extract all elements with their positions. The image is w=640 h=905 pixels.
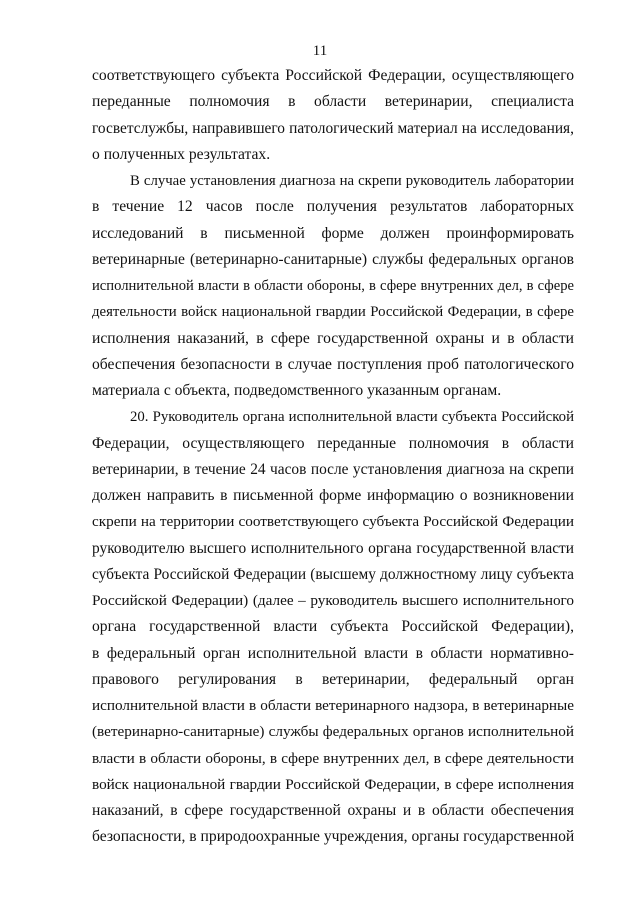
text-line: о полученных результатах. (92, 145, 271, 163)
text-line: Федерации, осуществляющего переданные полномочия в области (92, 434, 574, 452)
text-line: ветеринарии, в течение 24 часов после установления диагноза на скрепи (92, 460, 574, 478)
text-line: переданные полномочия в области ветеринарии, специалиста (92, 93, 574, 111)
text-line: власти в области обороны, в сфере внутренних дел, в сфере деятельности (92, 749, 574, 767)
text-line: 20. Руководитель органа исполнительной власти субъекта Российской (130, 409, 574, 426)
text-line: исполнительной власти в области ветеринарного надзора, в ветеринарные (92, 697, 574, 714)
text-line: должен направить в письменной форме информацию о возникновении (92, 487, 574, 504)
text-line: соответствующего субъекта Российской Федерации, осуществляющего (92, 67, 574, 84)
text-line: наказаний, в сфере государственной охраны и в области обеспечения (92, 802, 574, 819)
text-line: руководителю высшего исполнительного органа государственной власти (92, 539, 574, 557)
text-line: в федеральный орган исполнительной власти в области нормативно- (92, 644, 574, 662)
text-line: органа государственной власти субъекта Российской Федерации), (92, 618, 574, 636)
text-line: безопасности, в природоохранные учреждения, органы государственной (92, 828, 575, 846)
text-line: госветслужбы, направившего патологический материал на исследования, (92, 119, 574, 137)
text-line: исполнительной власти в области обороны, в сфере внутренних дел, в сфере (92, 278, 574, 294)
text-line: правового регулирования в ветеринарии, федеральный орган (92, 670, 574, 688)
text-line: обеспечения безопасности в случае поступления проб патологического (92, 355, 574, 373)
text-line: ветеринарные (ветеринарно-санитарные) службы федеральных органов (92, 250, 574, 268)
text-line: Российской Федерации) (далее – руководитель высшего исполнительного (92, 592, 574, 609)
text-line: исследований в письменной форме должен проинформировать (92, 224, 574, 242)
text-line: в течение 12 часов после получения результатов лабораторных (92, 198, 574, 216)
page-number: 11 (312, 43, 328, 59)
text-line: войск национальной гвардии Российской Федерации, в сфере исполнения (92, 775, 574, 793)
text-line: материала с объекта, подведомственного указанным органам. (92, 382, 502, 399)
body-text (92, 63, 574, 851)
text-line: субъекта Российской Федерации (высшему должностному лицу субъекта (92, 565, 574, 583)
text-line: В случае установления диагноза на скрепи руководитель лаборатории (130, 173, 574, 189)
text-line: (ветеринарно-санитарные) службы федеральных органов исполнительной (92, 723, 574, 741)
text-line: исполнения наказаний, в сфере государственной охраны и в области (92, 329, 574, 347)
text-line: скрепи на территории соответствующего субъекта Российской Федерации (92, 513, 574, 531)
text-line: деятельности войск национальной гвардии Российской Федерации, в сфере (92, 304, 574, 321)
